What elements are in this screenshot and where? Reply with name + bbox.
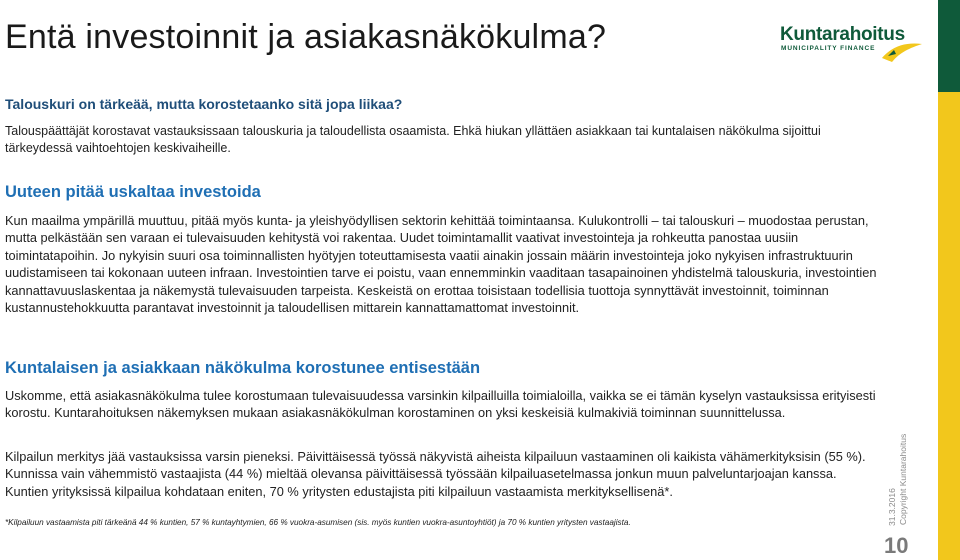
footnote: *Kilpailuun vastaamista piti tärkeänä 44 % kuntien, 57 % kuntayhtymien, 66 % vuokra-asumisen (sis. myös kuntien vuokra-asuntoyhtiöt) ja 70 % kuntien yritysten vastaajista. (5, 518, 631, 527)
section3-paragraph-1: Uskomme, että asiakasnäkökulma tulee korostumaan tulevaisuudessa varsinkin kilpailluilla toimialoilla, vaikka se ei tämän kyselyn vastauksissa erityisesti korostu. Kuntarahoituksen näkemyksen mukaan asiakasnäkökulman korostaminen on yksi keskeisiä kulmakiviä toiminnan suunnittelussa. (5, 388, 876, 421)
date-text: 31.3.2016 (887, 488, 897, 526)
section2-heading: Uuteen pitää uskaltaa investoida (5, 183, 261, 201)
logo-swoosh-icon (880, 40, 924, 64)
kuntarahoitus-logo (780, 24, 925, 64)
logo-subtitle: MUNICIPALITY FINANCE (781, 45, 876, 52)
page-title: Entä investoinnit ja asiakasnäkökulma? (5, 18, 607, 56)
section1-text: Talouspäättäjät korostavat vastauksissaan talouskuria ja taloudellista osaamista. Ehkä hiukan yllättäen asiakkaan tai kuntalaisen näkökulma sijoittui tärkeydessä vaihtoehtojen keskivaiheille. (5, 124, 821, 156)
brand-color-bar-green (938, 0, 960, 92)
page-number: 10 (884, 533, 909, 558)
section1-heading: Talouskuri on tärkeää, mutta korostetaanko sitä jopa liikaa? (5, 96, 403, 112)
copyright-text: Copyright Kuntarahoitus (898, 433, 908, 525)
brand-color-bar-yellow (938, 92, 960, 560)
section2-text: Kun maailma ympärillä muuttuu, pitää myös kunta- ja yleishyödyllisen sektorin kehittää toimintaansa. Kulukontrolli – tai talouskuri – muodostaa perustan, mutta pelkästään sen varaan ei tulevaisuuden kehitystä voi rakentaa. Uudet toimintamallit vaativat investointeja ja rohkeutta panostaa uusiin toimintatapoihin. Jo nykyisin suuri osa toiminnallisten hyötyjen toteuttamisesta vaatii ainakin jossain määrin investointeja joko nykyisen infrastruktuurin uudistamiseen tai kokonaan uuteen infraan. Investointien tarve ei poistu, vaan ennemminkin vaaditaan tasapainoinen yhdistelmä talouskuria, investointien kannattavuuslaskentaa ja näkemystä tulevaisuuden tarpeista. Keskeistä on erottaa toisistaan todellisia tuottoja synnyttävät investoinnit, toiminnan kustannustehokkuutta parantavat investoinnit ja taloudellisen mittarein kannattamattomat investoinnit. (5, 213, 877, 316)
logo-text: Kuntarahoitus (780, 24, 905, 45)
section3-heading: Kuntalaisen ja asiakkaan näkökulma korostunee entisestään (5, 359, 481, 377)
section3-paragraph-2: Kilpailun merkitys jää vastauksissa varsin pieneksi. Päivittäisessä työssä näkyvistä aiheista kilpailuun vastaaminen oli kaikista vähämerkityksisin (55 %). Kunnissa vain vähemmistö vastaajista (44 %) mieltää olevansa päivittäisessä työssään kilpailuasetelmassa jonkun muun palveluntarjoajan kanssa. Kuntien yrityksissä kilpailua kohdataan eniten, 70 % yritysten edustajista piti kilpailuun vastaamista merkityksellisenä*. (5, 449, 866, 499)
